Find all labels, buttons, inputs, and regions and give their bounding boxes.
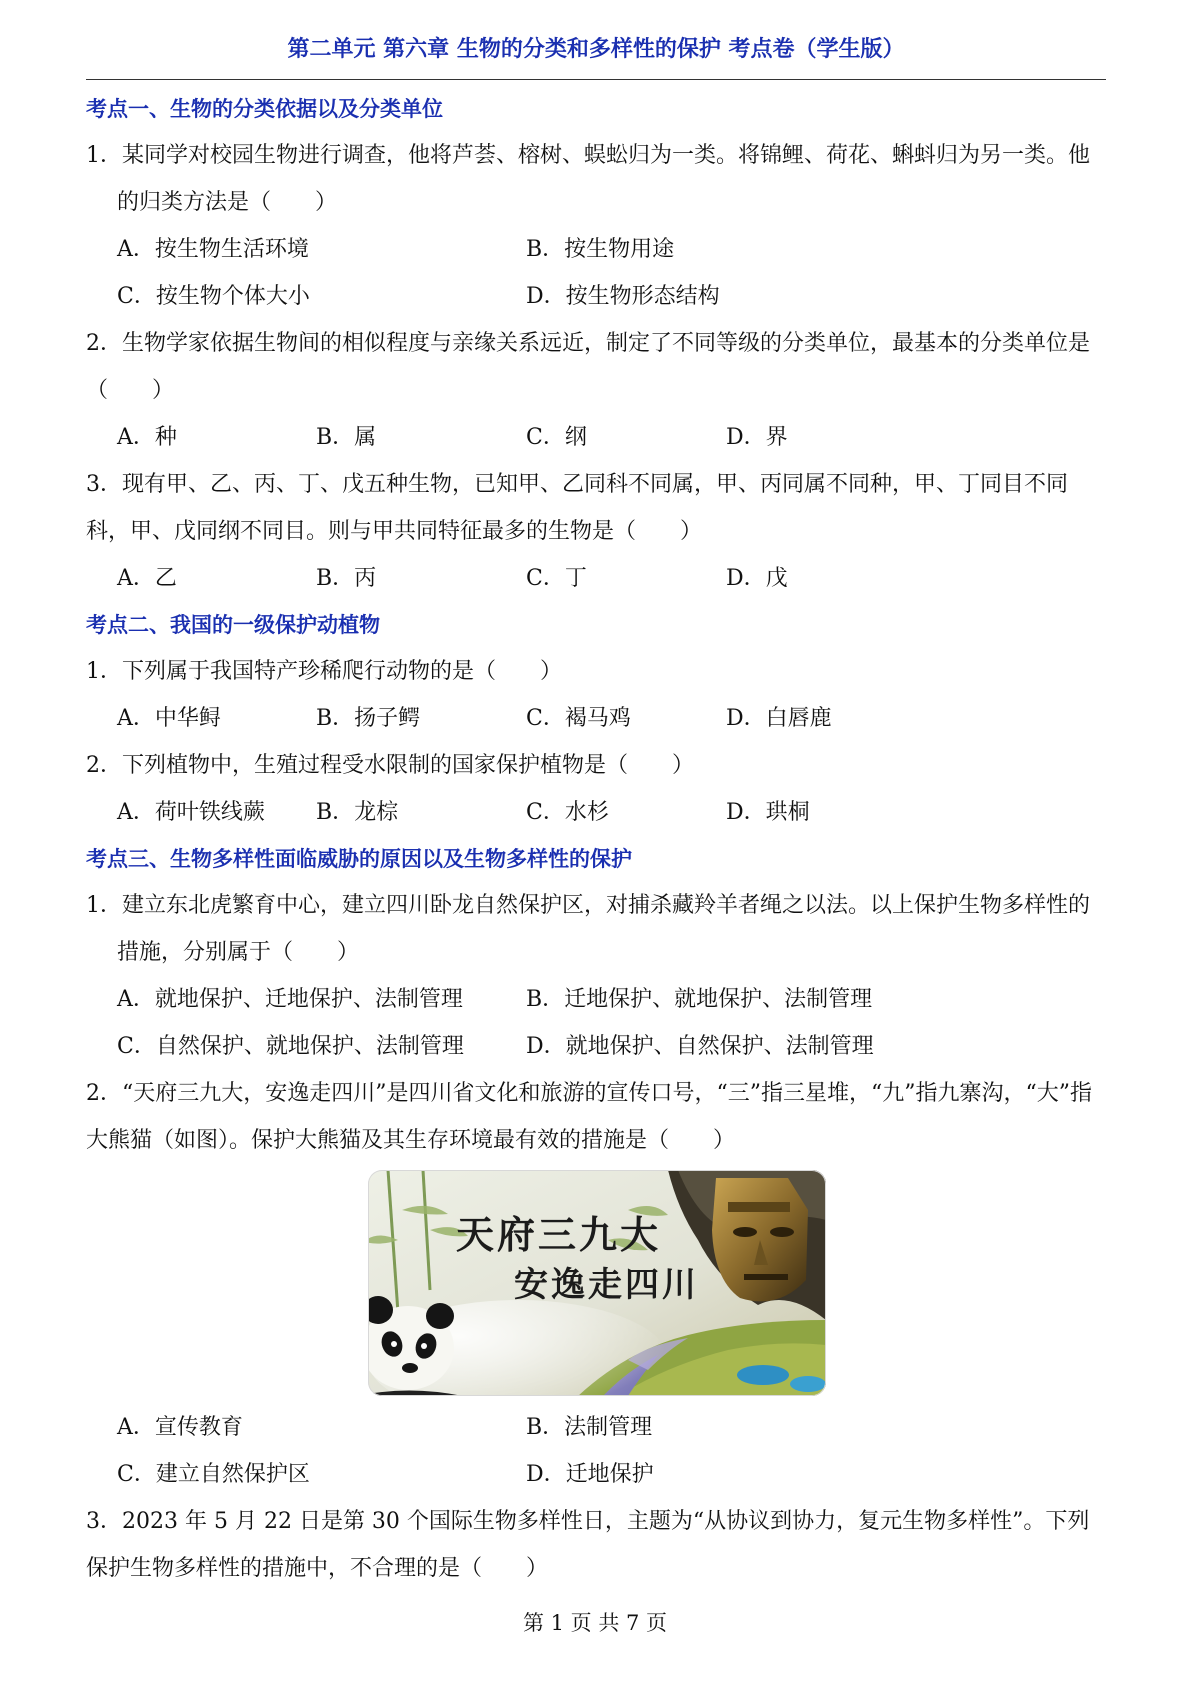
option-row bbox=[86, 1451, 1106, 1498]
question bbox=[86, 1070, 1106, 1164]
option-a[interactable]: A．按生物生活环境 bbox=[117, 237, 309, 262]
option-c[interactable]: C．按生物个体大小 bbox=[117, 284, 310, 309]
page-number: 第 1 页 共 7 页 bbox=[522, 1611, 668, 1635]
question bbox=[86, 742, 1106, 789]
option-c[interactable]: C．丁 bbox=[526, 566, 587, 591]
option-row bbox=[86, 789, 1106, 836]
question-stem: 3．2023 年 5 月 22 日是第 30 个国际生物多样性日，主题为“从协议到协力，复元生物多样性”。下列保护生物多样性的措施中，不合理的是（ ） bbox=[86, 1509, 1090, 1581]
option-d[interactable]: D．界 bbox=[726, 425, 788, 450]
option-a[interactable]: A．宣传教育 bbox=[117, 1415, 243, 1440]
option-d[interactable]: D．迁地保护 bbox=[526, 1462, 654, 1487]
option-row bbox=[86, 414, 1106, 461]
question bbox=[86, 320, 1106, 414]
option-row bbox=[86, 695, 1106, 742]
slogan-line-1: 天府三九大 bbox=[456, 1213, 662, 1257]
question-stem: 2．下列植物中，生殖过程受水限制的国家保护植物是（ ） bbox=[86, 753, 694, 778]
header-divider bbox=[86, 79, 1106, 80]
question-stem: 1．建立东北虎繁育中心，建立四川卧龙自然保护区，对捕杀藏羚羊者绳之以法。以上保护生物多样性的措施，分别属于（ ） bbox=[86, 893, 1091, 965]
option-c[interactable]: C．自然保护、就地保护、法制管理 bbox=[117, 1034, 464, 1059]
option-d[interactable]: D．就地保护、自然保护、法制管理 bbox=[526, 1034, 874, 1059]
option-a[interactable]: A．乙 bbox=[117, 566, 177, 591]
option-row bbox=[86, 1404, 1106, 1451]
option-a[interactable]: A．中华鲟 bbox=[117, 706, 221, 731]
question-stem: 3．现有甲、乙、丙、丁、戊五种生物，已知甲、乙同科不同属，甲、丙同属不同种，甲、丁同目不同科，甲、戊同纲不同目。则与甲共同特征最多的生物是（ ） bbox=[86, 472, 1069, 544]
option-c[interactable]: C．纲 bbox=[526, 425, 587, 450]
option-b[interactable]: B．按生物用途 bbox=[526, 237, 675, 262]
section-heading: 考点一、生物的分类依据以及分类单位 bbox=[86, 97, 443, 121]
option-d[interactable]: D．珙桐 bbox=[726, 800, 810, 825]
option-row bbox=[86, 273, 1106, 320]
tianfu-slogan-image bbox=[368, 1170, 826, 1396]
option-d[interactable]: D．戊 bbox=[726, 566, 788, 591]
question-stem: 2．生物学家依据生物间的相似程度与亲缘关系远近，制定了不同等级的分类单位，最基本的分类单位是（ ） bbox=[86, 331, 1091, 403]
question bbox=[86, 132, 1106, 226]
option-b[interactable]: B．扬子鳄 bbox=[316, 706, 421, 731]
exam-content bbox=[86, 86, 1106, 1592]
option-a[interactable]: A．荷叶铁线蕨 bbox=[117, 800, 265, 825]
question bbox=[86, 882, 1106, 976]
option-b[interactable]: B．法制管理 bbox=[526, 1415, 653, 1440]
question bbox=[86, 648, 1106, 695]
option-row bbox=[86, 1023, 1106, 1070]
figure-container bbox=[86, 1164, 1106, 1404]
option-row bbox=[86, 226, 1106, 273]
option-b[interactable]: B．龙棕 bbox=[316, 800, 399, 825]
option-a[interactable]: A．种 bbox=[117, 425, 177, 450]
option-row bbox=[86, 555, 1106, 602]
option-b[interactable]: B．丙 bbox=[316, 566, 377, 591]
option-d[interactable]: D．按生物形态结构 bbox=[526, 284, 720, 309]
option-a[interactable]: A．就地保护、迁地保护、法制管理 bbox=[117, 987, 463, 1012]
page-title: 第二单元 第六章 生物的分类和多样性的保护 考点卷（学生版） bbox=[287, 37, 905, 62]
question-stem: 1．下列属于我国特产珍稀爬行动物的是（ ） bbox=[86, 659, 562, 684]
bronze-mask-icon bbox=[712, 1178, 808, 1301]
question-stem: 1．某同学对校园生物进行调查，他将芦荟、榕树、蜈蚣归为一类。将锦鲤、荷花、蝌蚪归为另一类。他的归类方法是（ ） bbox=[86, 143, 1091, 215]
option-c[interactable]: C．水杉 bbox=[526, 800, 609, 825]
option-c[interactable]: C．建立自然保护区 bbox=[117, 1462, 310, 1487]
question bbox=[86, 1498, 1106, 1592]
option-row bbox=[86, 976, 1106, 1023]
section-heading: 考点三、生物多样性面临威胁的原因以及生物多样性的保护 bbox=[86, 847, 632, 871]
question-stem: 2．“天府三九大，安逸走四川”是四川省文化和旅游的宣传口号，“三”指三星堆，“九”指九寨沟，“大”指大熊猫（如图）。保护大熊猫及其生存环境最有效的措施是（ ） bbox=[86, 1081, 1092, 1153]
option-b[interactable]: B．迁地保护、就地保护、法制管理 bbox=[526, 987, 873, 1012]
option-c[interactable]: C．褐马鸡 bbox=[526, 706, 631, 731]
section-heading: 考点二、我国的一级保护动植物 bbox=[86, 613, 380, 637]
slogan-line-2: 安逸走四川 bbox=[514, 1265, 699, 1305]
option-b[interactable]: B．属 bbox=[316, 425, 377, 450]
question bbox=[86, 461, 1106, 555]
option-d[interactable]: D．白唇鹿 bbox=[726, 706, 832, 731]
